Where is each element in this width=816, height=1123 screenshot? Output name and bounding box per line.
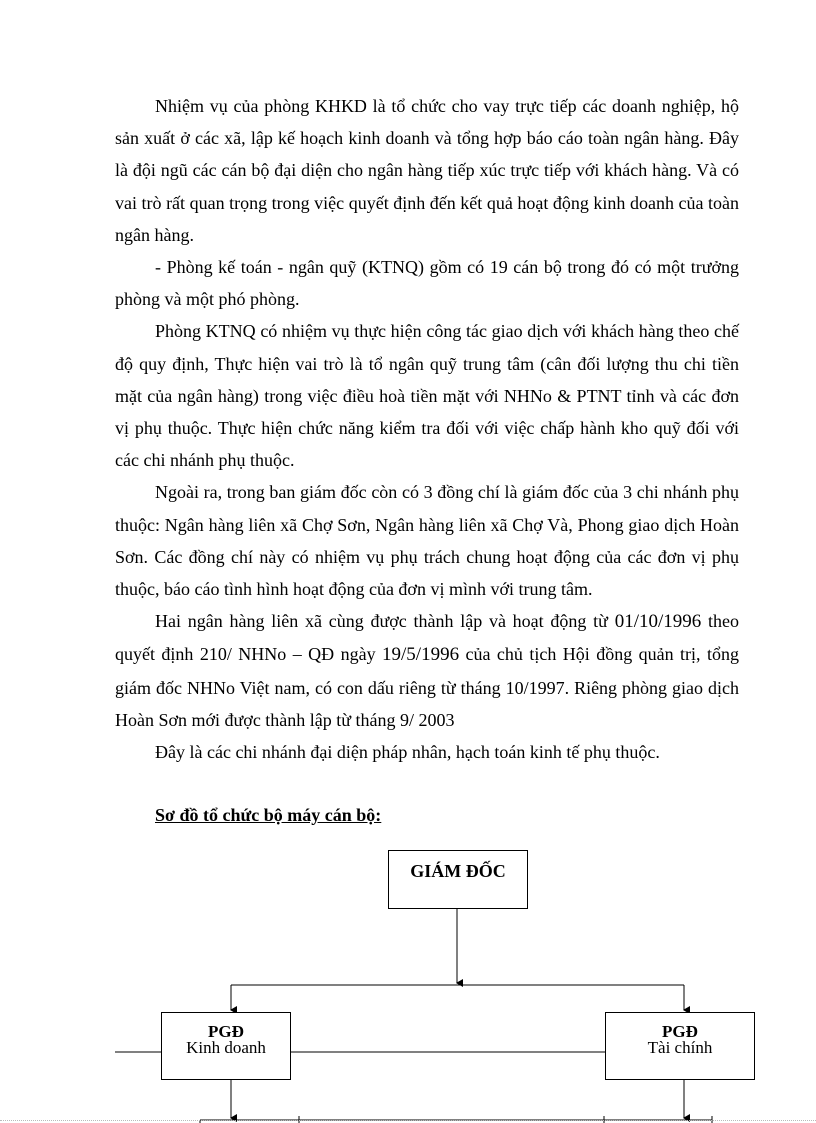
deputy-business-title: PGĐ (208, 1022, 244, 1041)
paragraph-branches: Ngoài ra, trong ban giám đốc còn có 3 đồng chí là giám đốc của 3 chi nhánh phụ thuộc: Ngân hàng liên xã Chợ Sơn, Ngân hàng liên xã Chợ Và, Phong giao dịch Hoàn Sơn. Các đồng chí này có nhiệm vụ phụ trách chung hoạt động của các đơn vị phụ thuộc, báo cáo tình hình hoạt động của đơn vị mình với trung tâm. (115, 482, 739, 600)
paragraph-khkd: Nhiệm vụ của phòng KHKD là tổ chức cho vay trực tiếp các doanh nghiệp, hộ sản xuất ở các xã, lập kế hoạch kinh doanh và tổng hợp báo cáo toàn ngân hàng. Đây là đội ngũ các cán bộ đại diện cho ngân hàng tiếp xúc trực tiếp với khách hàng. Và có vai trò rất quan trọng trong việc quyết định đến kết quả hoạt động kinh doanh của toàn ngân hàng. (115, 96, 739, 245)
paragraph-legal-entity: Đây là các chi nhánh đại diện pháp nhân, hạch toán kinh tế phụ thuộc. (155, 742, 660, 763)
deputy-finance-box (605, 1012, 755, 1080)
establishment-date-2: 19/5/1996 (382, 644, 460, 666)
paragraph-ktnq-intro: - Phòng kế toán - ngân quỹ (KTNQ) gồm có 19 cán bộ trong đó có một trưởng phòng và một phó phòng. (115, 257, 739, 310)
director-box (388, 850, 528, 909)
establishment-date-1: 01/10/1996 (614, 611, 702, 633)
deputy-finance-subtitle: Tài chính (647, 1038, 713, 1057)
deputy-business-box (161, 1012, 291, 1080)
establishment-text-c: của chủ tịch Hội đồng quản trị, tổng giám đốc NHNo Việt nam, có con dấu riêng từ tháng 10/1997. Riêng phòng giao dịch Hoàn Sơn mới được thành lập từ tháng 9/ 2003 (115, 644, 739, 730)
deputy-business-subtitle: Kinh doanh (186, 1038, 266, 1057)
paragraph-ktnq-duties: Phòng KTNQ có nhiệm vụ thực hiện công tác giao dịch với khách hàng theo chế độ quy định, Thực hiện vai trò là tổ ngân quỹ trung tâm (cân đối lượng thu chi tiền mặt của ngân hàng) trong việc điều hoà tiền mặt với NHNo & PTNT tỉnh và các đơn vị phụ thuộc. Thực hiện chức năng kiểm tra đối với việc chấp hành kho quỹ đối với các chi nhánh phụ thuộc. (115, 321, 739, 471)
establishment-text-a: Hai ngân hàng liên xã cùng được thành lập và hoạt động từ (155, 611, 615, 632)
establishment-text-b: theo quyết định 210/ NHNo – QĐ ngày (115, 611, 739, 665)
org-chart-heading: Sơ đồ tổ chức bộ máy cán bộ: (155, 805, 382, 825)
director-label: GIÁM ĐỐC (410, 861, 506, 881)
deputy-finance-title: PGĐ (662, 1022, 698, 1041)
page-bottom-edge (0, 1120, 816, 1121)
